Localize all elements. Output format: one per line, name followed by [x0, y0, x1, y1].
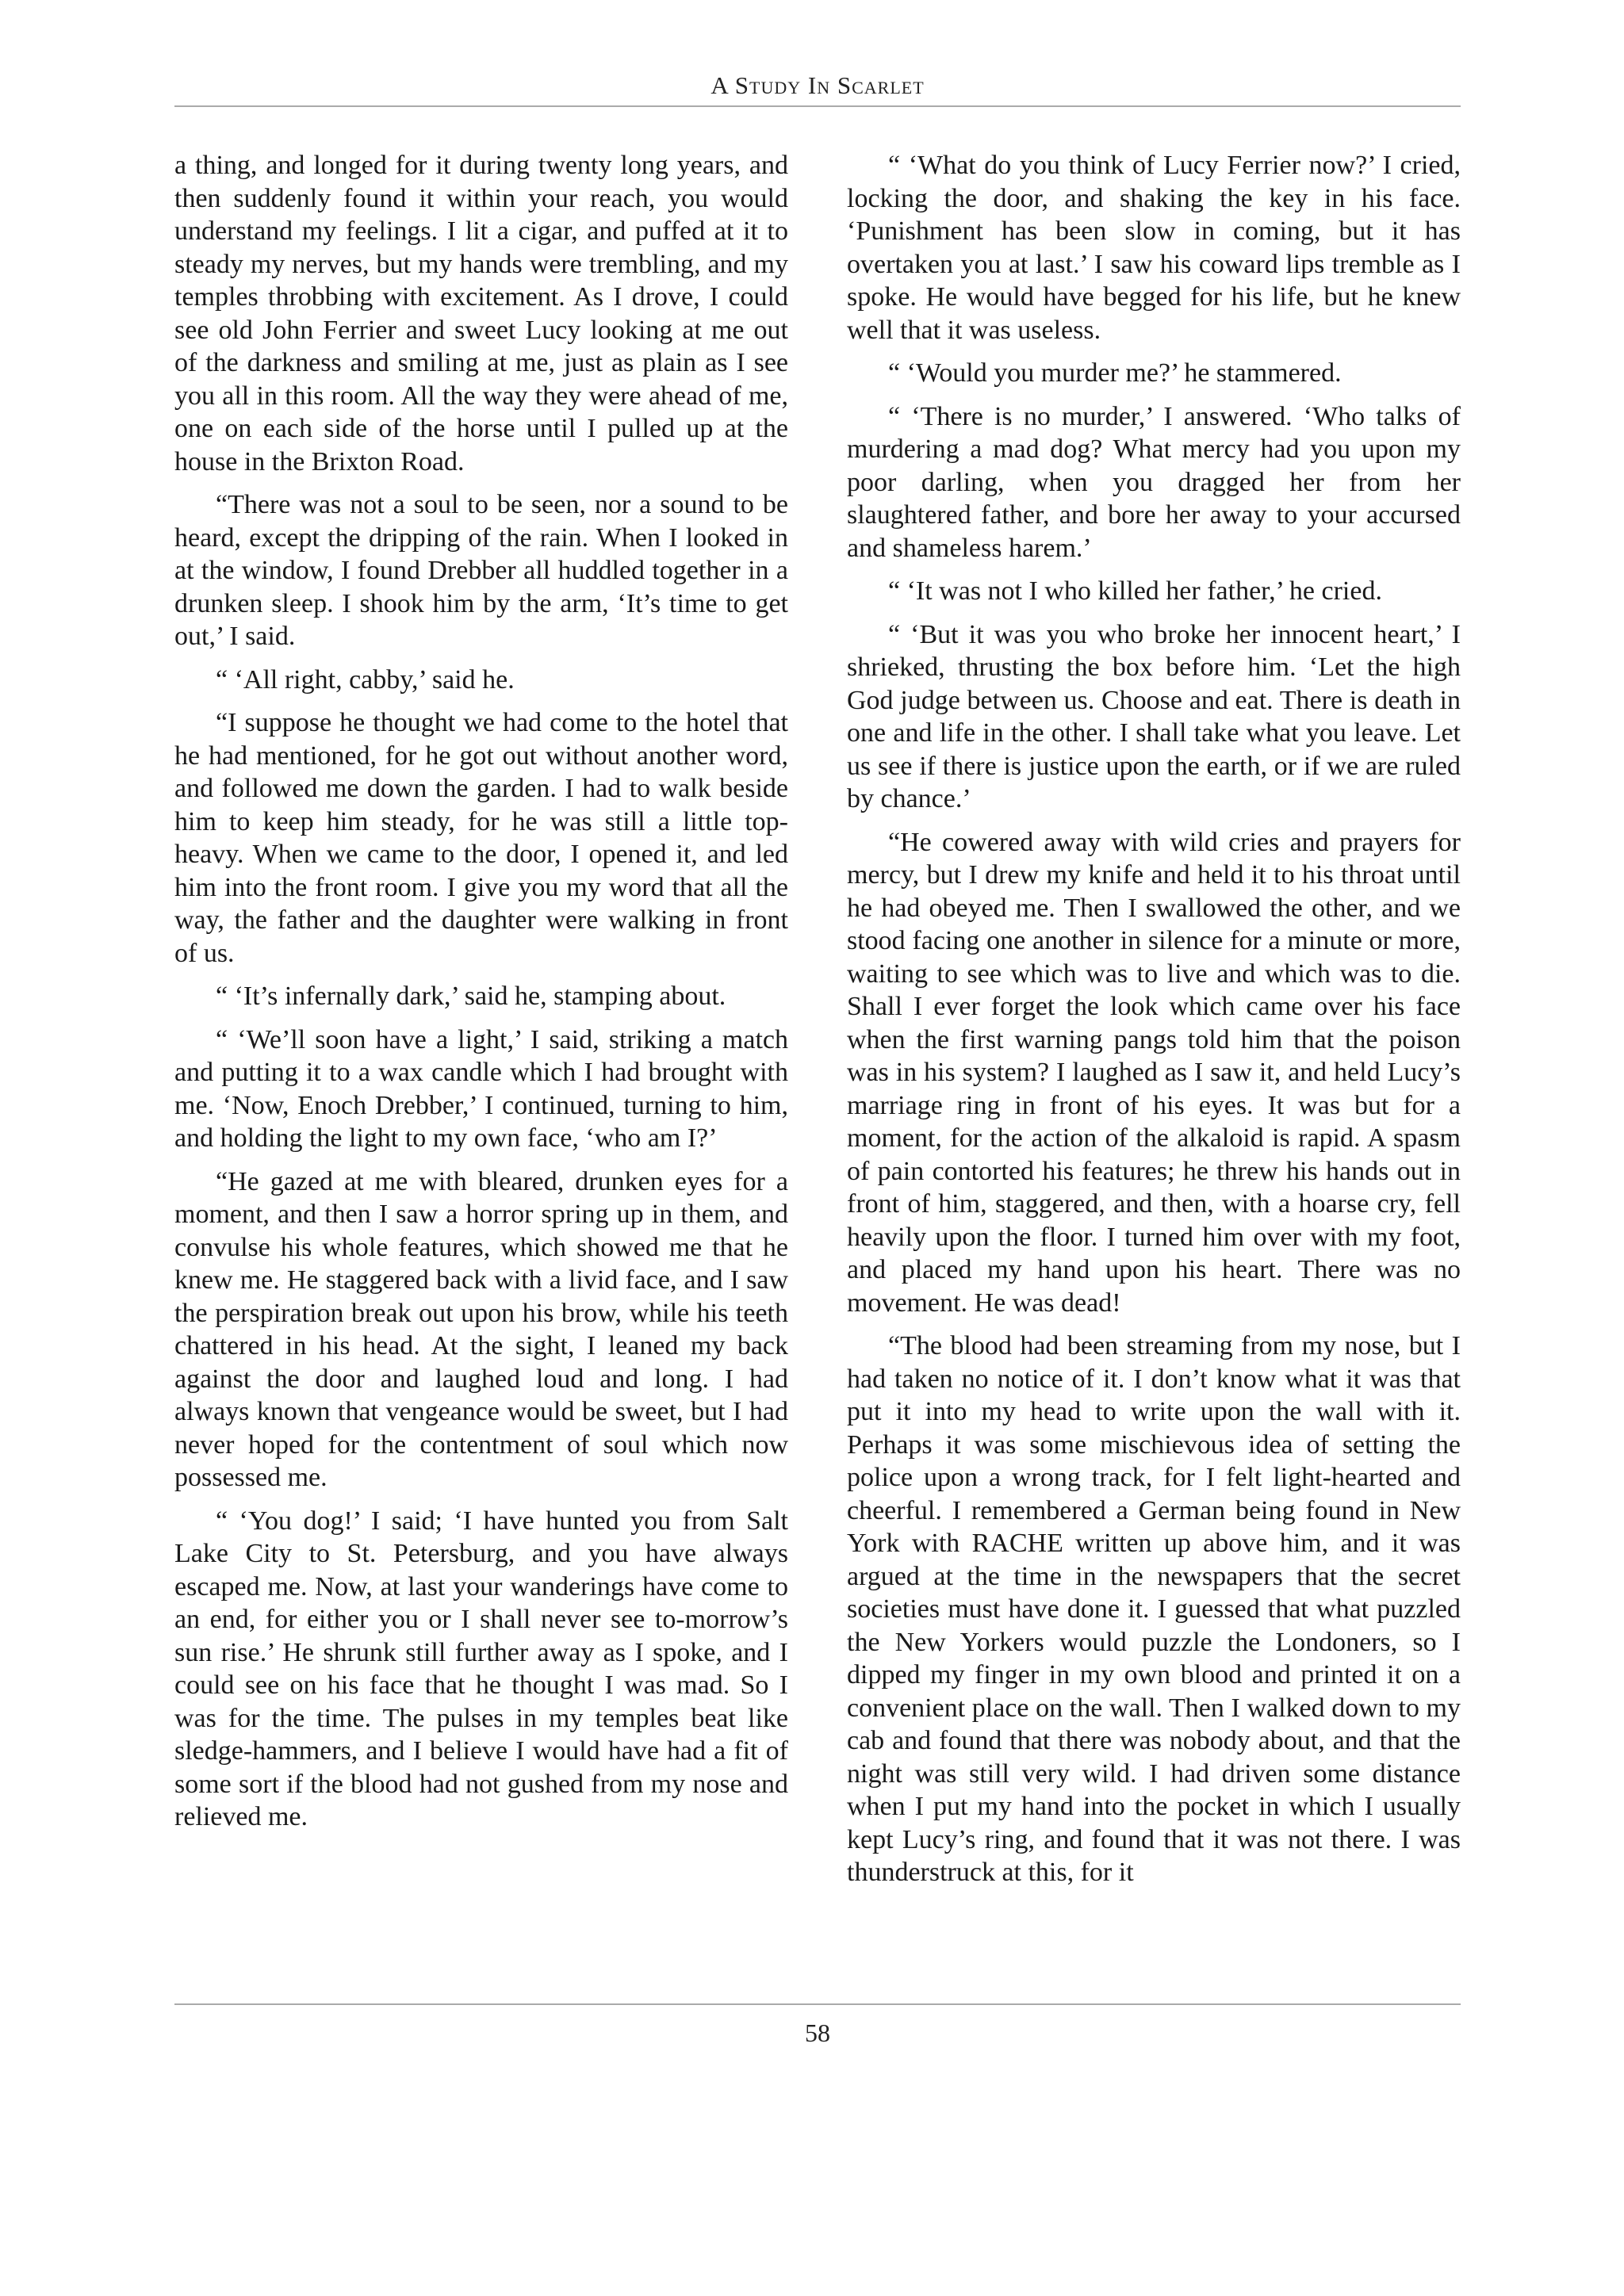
paragraph: “He cowered away with wild cries and prayers for mercy, but I drew my knife and held it to his throat until he had obeyed me. Then I swallowed the other, and we stood facing one another in silence for a minute or more, waiting to see which was to live and which was to die. Shall I ever forget the look which came over his face when the first warning pangs told him that the poison was in his system? I laughed as I saw it, and held Lucy’s marriage ring in front of his eyes. It was but for a moment, for the action of the alkaloid is rapid. A spasm of pain contorted his features; he threw his hands out in front of him, staggered, and then, with a hoarse cry, fell heavily upon the floor. I turned him over with my foot, and placed my hand upon his heart. There was no movement. He was dead! [847, 827, 1461, 1318]
paragraph: “I suppose he thought we had come to the hotel that he had mentioned, for he got out without another word, and followed me down the garden. I had to walk beside him to keep him steady, for he was still a little top-heavy. When we came to the door, I opened it, and led him into the front room. I give you my word that all the way, the father and the daughter were walking in front of us. [174, 708, 788, 968]
paragraph: a thing, and longed for it during twenty long years, and then suddenly found it within your reach, you would understand my feelings. I lit a cigar, and puffed at it to steady my nerves, but my hands were trembling, and my temples throbbing with excitement. As I drove, I could see old John Ferrier and sweet Lucy looking at me out of the darkness and smiling at me, just as plain as I see you all in this room. All the way they were ahead of me, one on each side of the horse until I pulled up at the house in the Brixton Road. [174, 151, 788, 476]
paragraph: “ ‘All right, cabby,’ said he. [216, 664, 515, 695]
running-title: A Study In Scarlet [710, 71, 925, 99]
paragraph: “ ‘We’ll soon have a light,’ I said, striking a match and putting it to a wax candle which I had brought with me. ‘Now, Enoch Drebber,’ I continued, turning to him, and holding the light to my own face, ‘who am I?’ [174, 1024, 788, 1153]
paragraph: “ ‘But it was you who broke her innocent heart,’ I shrieked, thrusting the box before him. ‘Let the high God judge between us. Choose and eat. There is death in one and life in the other. I shall take what you leave. Let us see if there is justice upon the earth, or if we are ruled by chance.’ [847, 619, 1461, 813]
paragraph: “There was not a soul to be seen, nor a sound to be heard, except the dripping of the rain. When I looked in at the window, I found Drebber all huddled together in a drunken sleep. I shook him by the arm, ‘It’s time to get out,’ I said. [174, 490, 788, 651]
paragraph: “ ‘Would you murder me?’ he stammered. [888, 358, 1342, 388]
paragraph: “He gazed at me with bleared, drunken eyes for a moment, and then I saw a horror spring up in them, and convulse his whole features, which showed me that he knew me. He staggered back with a livid face, and I saw the perspiration break out upon his brow, while his teeth chattered in his head. At the sight, I leaned my back against the door and laughed loud and long. I had always known that vengeance would be sweet, but I had never hoped for the contentment of soul which now possessed me. [174, 1166, 788, 1492]
paragraph: “ ‘It was not I who killed her father,’ he cried. [888, 576, 1382, 606]
footer-rule [174, 2003, 1461, 2005]
paragraph: “ ‘It’s infernally dark,’ said he, stamping about. [216, 982, 726, 1011]
paragraph: “ ‘There is no murder,’ I answered. ‘Who talks of murdering a mad dog? What mercy had you upon my poor darling, when you dragged her from her slaughtered father, and bore her away to your accursed and shameless harem.’ [847, 401, 1461, 563]
paragraph: “ ‘What do you think of Lucy Ferrier now?’ I cried, locking the door, and shaking the key in his face. ‘Punishment has been slow in coming, but it has overtaken you at last.’ I saw his coward lips tremble as I spoke. He would have begged for his life, but he knew well that it was useless. [847, 151, 1461, 345]
paragraph: “ ‘You dog!’ I said; ‘I have hunted you from Salt Lake City to St. Petersburg, and you have always escaped me. Now, at last your wanderings have come to an end, for either you or I shall never see to-morrow’s sun rise.’ He shrunk still further away as I spoke, and I could see on his face that he thought I was mad. So I was for the time. The pulses in my temples beat like sledge-hammers, and I believe I would have had a fit of some sort if the blood had not gushed from my nose and relieved me. [174, 1506, 788, 1831]
page-number: 58 [805, 2019, 830, 2047]
header-rule [174, 105, 1461, 107]
paragraph: “The blood had been streaming from my nose, but I had taken no notice of it. I don’t know what it was that put it into my head to write upon the wall with it. Perhaps it was some mischievous idea of setting the police upon a wrong track, for I felt light-hearted and cheerful. I remembered a German being found in New York with RACHE written up above him, and it was argued at the time in the newspapers that the secret societies must have done it. I guessed that what puzzled the New Yorkers would puzzle the Londoners, so I dipped my finger in my own blood and printed it on a convenient place on the wall. Then I walked down to my cab and found that there was nobody about, and that the night was still very wild. I had driven some distance when I put my hand into the pocket in which I usually kept Lucy’s ring, and found that it was not there. I was thunderstruck at this, for it [847, 1331, 1461, 1887]
right-column [847, 149, 1461, 1988]
left-column [174, 149, 788, 1988]
